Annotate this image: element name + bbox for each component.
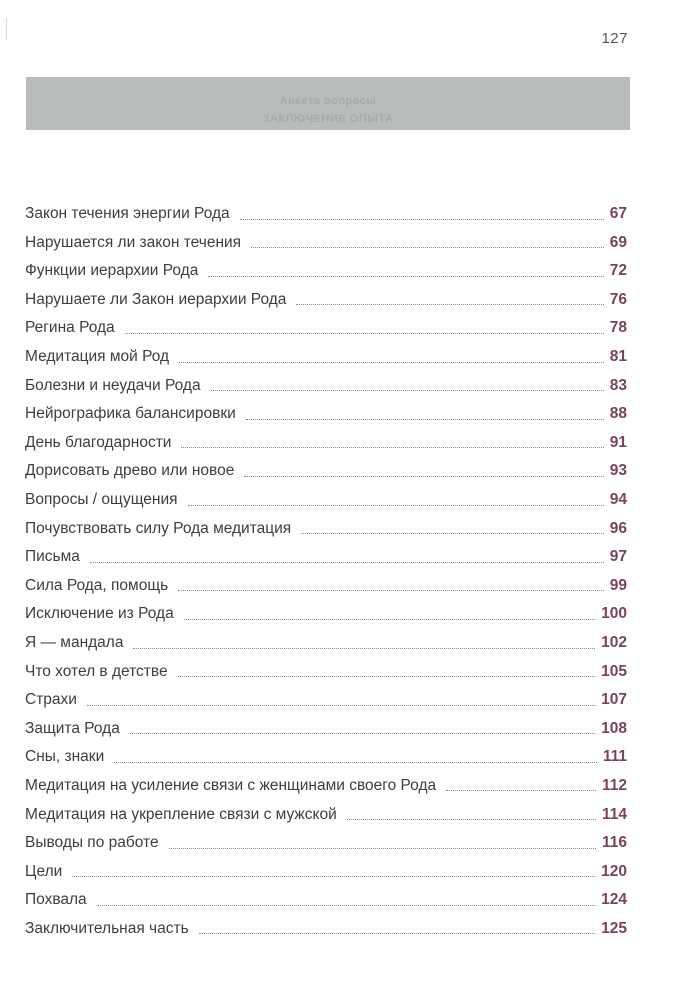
toc-entry-page-number: 120 — [601, 862, 627, 880]
toc-entry-title: Исключение из Рода — [25, 605, 174, 623]
toc-entry-page-number: 124 — [601, 891, 627, 909]
toc-dot-leader — [188, 505, 604, 506]
toc-entry-title: Болезни и неудачи Рода — [25, 376, 201, 394]
toc-entry-title: Медитация мой Род — [25, 348, 170, 366]
toc-entry-page-number: 69 — [609, 233, 627, 251]
toc-entry[interactable] — [25, 793, 627, 822]
toc-dot-leader — [114, 762, 597, 763]
toc-entry[interactable] — [25, 708, 627, 737]
toc-entry-title: Вопросы / ощущения — [25, 491, 178, 509]
toc-entry-title: Страхи — [25, 691, 77, 709]
toc-entry-page-number: 72 — [609, 262, 627, 280]
toc-entry-title: Регина Рода — [25, 319, 115, 337]
toc-dot-leader — [301, 533, 604, 534]
toc-entry-title: Я — мандала — [25, 634, 124, 651]
toc-entry[interactable] — [25, 536, 627, 565]
toc-entry-title: Защита Рода — [25, 719, 120, 737]
toc-entry-page-number: 76 — [609, 290, 627, 308]
toc-dot-leader — [240, 219, 604, 220]
toc-entry[interactable] — [25, 222, 627, 251]
toc-entry-page-number: 107 — [601, 691, 627, 709]
toc-entry-title: Медитация на укрепление связи с мужской — [25, 805, 337, 823]
toc-entry[interactable] — [25, 307, 627, 336]
toc-dot-leader — [251, 247, 604, 248]
toc-entry-title: Сны, знаки — [25, 748, 105, 766]
table-of-contents — [25, 193, 627, 936]
toc-entry-title: Что хотел в детстве — [25, 662, 168, 680]
toc-dot-leader — [87, 705, 595, 706]
header-ghost-line-1: Анкета вопросы — [279, 95, 377, 107]
toc-entry-page-number: 111 — [602, 748, 627, 766]
toc-entry-page-number: 78 — [609, 319, 627, 337]
toc-entry-title: Письма — [25, 548, 80, 566]
toc-entry[interactable] — [25, 908, 627, 937]
toc-entry-page-number: 108 — [601, 719, 627, 737]
toc-entry-title: Выводы по работе — [25, 834, 159, 852]
toc-entry[interactable] — [25, 450, 627, 479]
toc-entry[interactable] — [25, 422, 627, 451]
page-number: 127 — [601, 30, 628, 47]
toc-entry-page-number: 114 — [601, 805, 627, 823]
toc-entry[interactable] — [25, 622, 627, 651]
toc-entry[interactable] — [25, 193, 627, 222]
toc-entry[interactable] — [25, 736, 627, 765]
toc-entry[interactable] — [25, 336, 627, 365]
toc-dot-leader — [211, 390, 604, 391]
toc-dot-leader — [178, 676, 596, 677]
toc-entry[interactable] — [25, 479, 627, 508]
toc-entry[interactable] — [25, 822, 627, 851]
toc-dot-leader — [90, 562, 604, 563]
toc-entry-page-number: 105 — [601, 662, 627, 680]
toc-entry[interactable] — [25, 679, 627, 708]
section-header-band — [26, 77, 630, 130]
toc-entry-page-number: 112 — [601, 776, 627, 794]
toc-entry[interactable] — [25, 651, 627, 680]
toc-entry-title: Похвала — [25, 891, 87, 909]
toc-dot-leader — [184, 619, 595, 620]
toc-entry[interactable] — [25, 279, 627, 308]
header-ghost-line-2: ЗАКЛЮЧЕНИЕ ОПЫТА — [262, 113, 394, 125]
toc-entry[interactable] — [25, 250, 627, 279]
toc-entry-page-number: 116 — [601, 834, 627, 852]
toc-dot-leader — [446, 790, 596, 791]
toc-entry-page-number: 97 — [609, 548, 627, 566]
toc-entry-title: Закон течения энергии Рода — [25, 205, 230, 223]
toc-entry-page-number: 96 — [609, 519, 627, 537]
toc-entry-page-number: 102 — [601, 634, 627, 651]
toc-dot-leader — [133, 648, 595, 649]
toc-entry-page-number: 100 — [601, 605, 627, 623]
toc-dot-leader — [208, 276, 603, 277]
toc-entry-page-number: 67 — [609, 205, 627, 223]
toc-entry-page-number: 125 — [601, 919, 627, 937]
toc-dot-leader — [244, 476, 603, 477]
toc-dot-leader — [296, 304, 603, 305]
toc-entry-page-number: 94 — [609, 491, 627, 509]
toc-dot-leader — [181, 447, 603, 448]
toc-entry-title: День благодарности — [25, 433, 172, 451]
toc-entry-page-number: 91 — [609, 433, 627, 451]
toc-entry[interactable] — [25, 851, 627, 880]
toc-entry-title: Нарушаете ли Закон иерархии Рода — [25, 290, 287, 308]
toc-entry[interactable] — [25, 565, 627, 594]
toc-entry-page-number: 93 — [609, 462, 627, 480]
toc-dot-leader — [178, 590, 604, 591]
toc-entry-title: Нейрографика балансировки — [25, 405, 236, 423]
toc-dot-leader — [169, 848, 596, 849]
toc-entry-title: Сила Рода, помощь — [25, 576, 169, 594]
toc-entry[interactable] — [25, 508, 627, 537]
toc-dot-leader — [97, 905, 595, 906]
toc-entry[interactable] — [25, 765, 627, 794]
toc-dot-leader — [179, 362, 604, 363]
toc-entry-title: Дорисовать древо или новое — [25, 462, 235, 480]
toc-entry-page-number: 83 — [609, 376, 627, 394]
toc-entry-title: Заключительная часть — [25, 919, 189, 937]
toc-dot-leader — [130, 733, 595, 734]
toc-entry[interactable] — [25, 393, 627, 422]
toc-entry[interactable] — [25, 593, 627, 622]
toc-dot-leader — [72, 876, 595, 877]
toc-entry-title: Цели — [25, 862, 63, 880]
toc-entry-title: Медитация на усиление связи с женщинами своего Рода — [25, 776, 437, 794]
toc-entry-title: Нарушается ли закон течения — [25, 233, 242, 251]
toc-dot-leader — [199, 933, 595, 934]
toc-entry-page-number: 88 — [609, 405, 627, 423]
toc-entry-page-number: 81 — [609, 348, 627, 366]
toc-entry[interactable] — [25, 879, 627, 908]
page-edge-mark — [6, 18, 7, 40]
toc-entry[interactable] — [25, 365, 627, 394]
toc-entry-title: Функции иерархии Рода — [25, 262, 199, 280]
toc-dot-leader — [347, 819, 596, 820]
toc-dot-leader — [246, 419, 604, 420]
toc-entry-title: Почувствовать силу Рода медитация — [25, 519, 292, 537]
toc-entry-page-number: 99 — [609, 576, 627, 594]
toc-dot-leader — [125, 333, 604, 334]
